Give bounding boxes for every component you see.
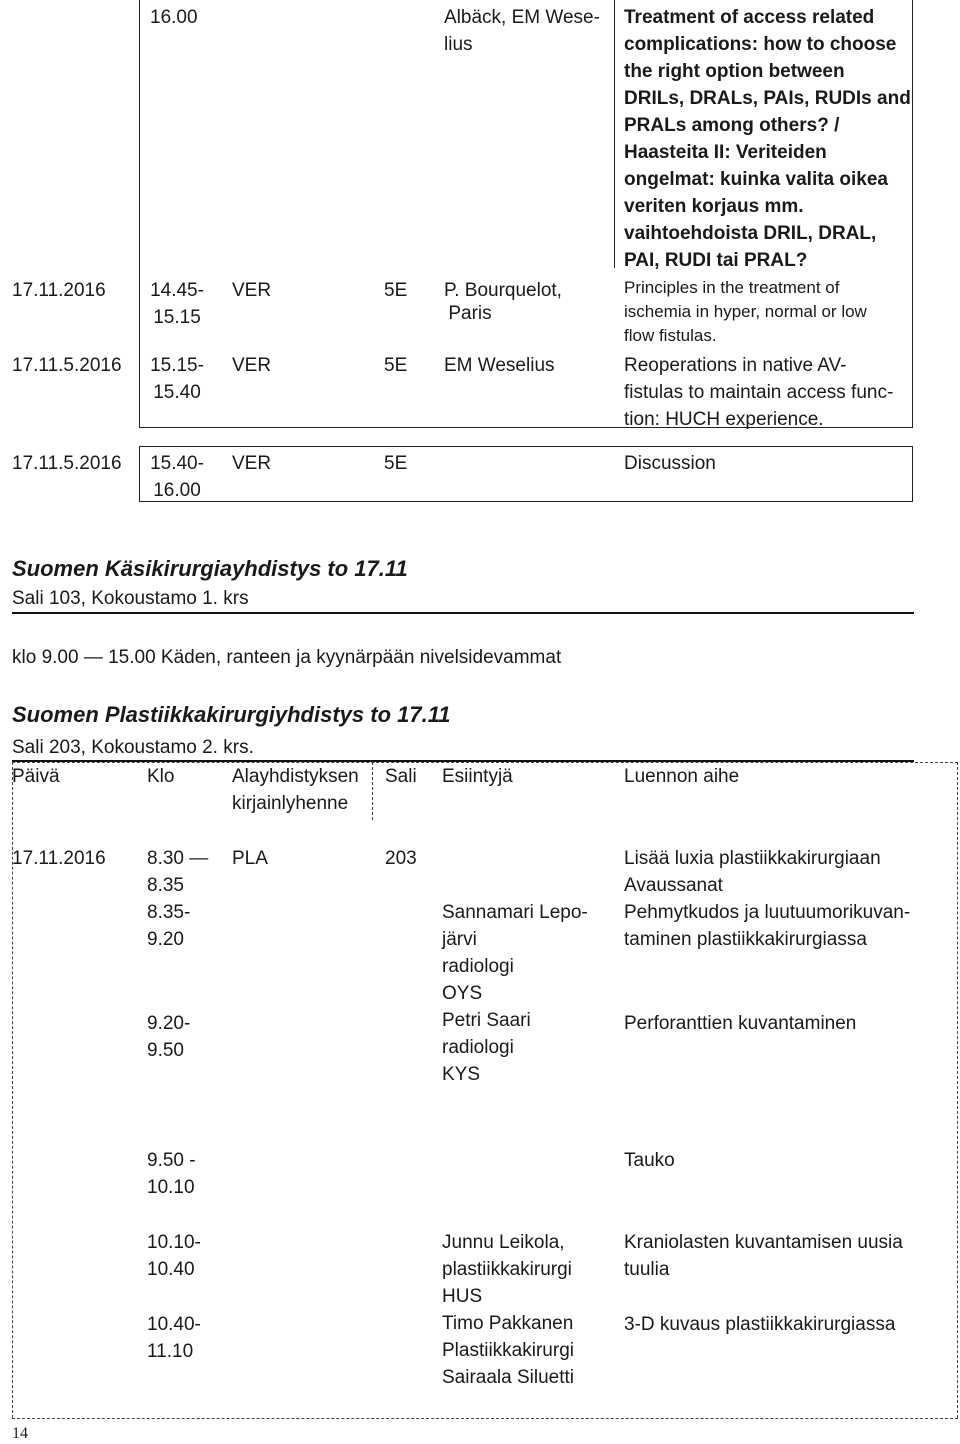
block1-time-list: [147, 845, 208, 953]
block2-time-line2: 10.10: [147, 1177, 195, 1198]
row1-speaker-line1: Albäck, EM Wese-: [444, 7, 600, 28]
topic-line: fistulas to maintain access func-: [624, 382, 894, 403]
topic-line: Haasteita II: Veriteiden: [624, 142, 827, 163]
topic-line: the right option between: [624, 61, 845, 82]
block1-topic-list: [624, 845, 910, 953]
block3-topic-line: 3-D kuvaus plastiikkakirurgiassa: [624, 1314, 896, 1335]
speaker-line: KYS: [442, 1064, 481, 1085]
speaker-line: Junnu Leikola,: [442, 1232, 565, 1253]
table-dashed-column-divider: [372, 762, 373, 820]
topic-line: tion: HUCH experience.: [624, 409, 824, 430]
header-time: Klo: [147, 766, 175, 787]
row2-room: 5E: [384, 280, 408, 301]
row2-time-line2: 15.15: [153, 307, 201, 328]
speaker-line: Timo Pakkanen: [442, 1313, 574, 1334]
plastic-surgery-title: Suomen Plastiikkakirurgiyhdistys to 17.11: [12, 702, 451, 727]
topic-line: Principles in the treatment of: [624, 278, 840, 297]
block1-room: 203: [385, 848, 417, 869]
hand-surgery-location: Sali 103, Kokoustamo 1. krs: [12, 588, 249, 609]
row2-speaker-line2: Paris: [448, 303, 492, 324]
row4-society: VER: [232, 453, 272, 474]
hand-section-rule: [12, 612, 914, 614]
topic-line: complications: how to choose: [624, 34, 897, 55]
row3-topic: [624, 352, 914, 433]
row3-time-line2: 15.40: [153, 382, 201, 403]
top-schedule-table: [0, 0, 960, 505]
block1-society: PLA: [232, 848, 268, 869]
topic-line: ongelmat: kuinka valita oikea: [624, 169, 888, 190]
header-day: Päivä: [12, 766, 60, 787]
block2-topic: Tauko: [624, 1150, 675, 1171]
row2-society: VER: [232, 280, 272, 301]
hand-surgery-title: Suomen Käsikirurgiayhdistys to 17.11: [12, 556, 408, 581]
speaker-line: plastiikkakirurgi: [442, 1259, 572, 1280]
speaker-line: radiologi: [442, 956, 514, 977]
block1-topic-line: Perforanttien kuvantaminen: [624, 1013, 857, 1034]
topic-line: Pehmytkudos ja luutuumorikuvan-: [624, 902, 911, 923]
block3-time-line: 10.10-: [147, 1232, 201, 1253]
topic-line: Treatment of access related: [624, 7, 875, 28]
time-line: 8.35: [147, 875, 184, 896]
row3-date: 17.11.5.2016: [12, 355, 122, 376]
header-society-line2: kirjainlyhenne: [232, 793, 349, 814]
topic-line: PRALs among others? /: [624, 115, 840, 136]
row2-time-line1: 14.45-: [150, 280, 204, 301]
row3-society: VER: [232, 355, 272, 376]
topic-line: PAI, RUDI tai PRAL?: [624, 250, 808, 271]
row2-date: 17.11.2016: [12, 280, 106, 301]
block1-time-line: 9.20-: [147, 1013, 191, 1034]
block2-time-line1: 9.50 -: [147, 1150, 196, 1171]
row4-date: 17.11.5.2016: [12, 453, 122, 474]
speaker-line: OYS: [442, 983, 483, 1004]
topic-line: Lisää luxia plastiikkakirurgiaan: [624, 848, 881, 869]
speaker-line: Plastiikkakirurgi: [442, 1340, 574, 1361]
block1-date: 17.11.2016: [12, 848, 106, 869]
topic-line: taminen plastiikkakirurgiassa: [624, 929, 867, 950]
header-society-line1: Alayhdistyksen: [232, 766, 359, 787]
topic-line: veriten korjaus mm.: [624, 196, 804, 217]
row1-time: 16.00: [150, 7, 198, 28]
page-number: 14: [12, 1425, 28, 1442]
header-room: Sali: [385, 766, 417, 787]
row4-room: 5E: [384, 453, 408, 474]
header-speaker: Esiintyjä: [442, 766, 513, 787]
topic-line: Avaussanat: [624, 875, 723, 896]
row3-time-line1: 15.15-: [150, 355, 204, 376]
row3-speaker: EM Weselius: [444, 355, 555, 376]
row4-time-line2: 16.00: [153, 480, 201, 501]
block3-topic-line: tuulia: [624, 1259, 670, 1280]
row2-speaker-line1: P. Bourquelot,: [444, 280, 562, 301]
table-dashed-border-bottom: [12, 1418, 958, 1419]
row1-topic: [624, 4, 914, 274]
block3-time-line: 11.10: [147, 1341, 194, 1362]
hand-surgery-session: klo 9.00 — 15.00 Käden, ranteen ja kyynärpään nivelsidevammat: [12, 647, 562, 668]
block3-time-line: 10.40-: [147, 1314, 201, 1335]
speaker-line: järvi: [442, 929, 477, 950]
topic-line: vaihtoehdoista DRIL, DRAL,: [624, 223, 877, 244]
speaker-line: HUS: [442, 1286, 483, 1307]
speaker-line: Sairaala Siluetti: [442, 1367, 575, 1388]
speaker-line: Petri Saari: [442, 1010, 531, 1031]
block1-speaker-list: [442, 899, 588, 1088]
topic-line: flow fistulas.: [624, 326, 717, 345]
block3-time-line: 10.40: [147, 1259, 195, 1280]
speaker-line: Sannamari Lepo-: [442, 902, 588, 923]
header-topic: Luennon aihe: [624, 766, 740, 787]
row4-topic: Discussion: [624, 453, 716, 474]
time-line: 9.20: [147, 929, 184, 950]
block1-time-line: 9.50: [147, 1040, 184, 1061]
time-line: 8.35-: [147, 902, 191, 923]
time-line: 8.30 —: [147, 848, 209, 869]
block3-topic-line: Kraniolasten kuvantamisen uusia: [624, 1232, 903, 1253]
row3-room: 5E: [384, 355, 408, 376]
row4-time-line1: 15.40-: [150, 453, 204, 474]
topic-line: ischemia in hyper, normal or low: [624, 302, 867, 321]
plastic-surgery-location: Sali 203, Kokoustamo 2. krs.: [12, 737, 254, 758]
topic-line: Reoperations in native AV-: [624, 355, 847, 376]
table-column-divider: [614, 0, 615, 268]
topic-line: DRILs, DRALs, PAIs, RUDIs and: [624, 88, 911, 109]
table-dashed-border-right: [957, 762, 958, 1418]
row1-speaker-line2: lius: [444, 34, 473, 55]
block3-speaker-list: [442, 1229, 574, 1391]
speaker-line: radiologi: [442, 1037, 514, 1058]
row2-topic: [624, 276, 914, 348]
